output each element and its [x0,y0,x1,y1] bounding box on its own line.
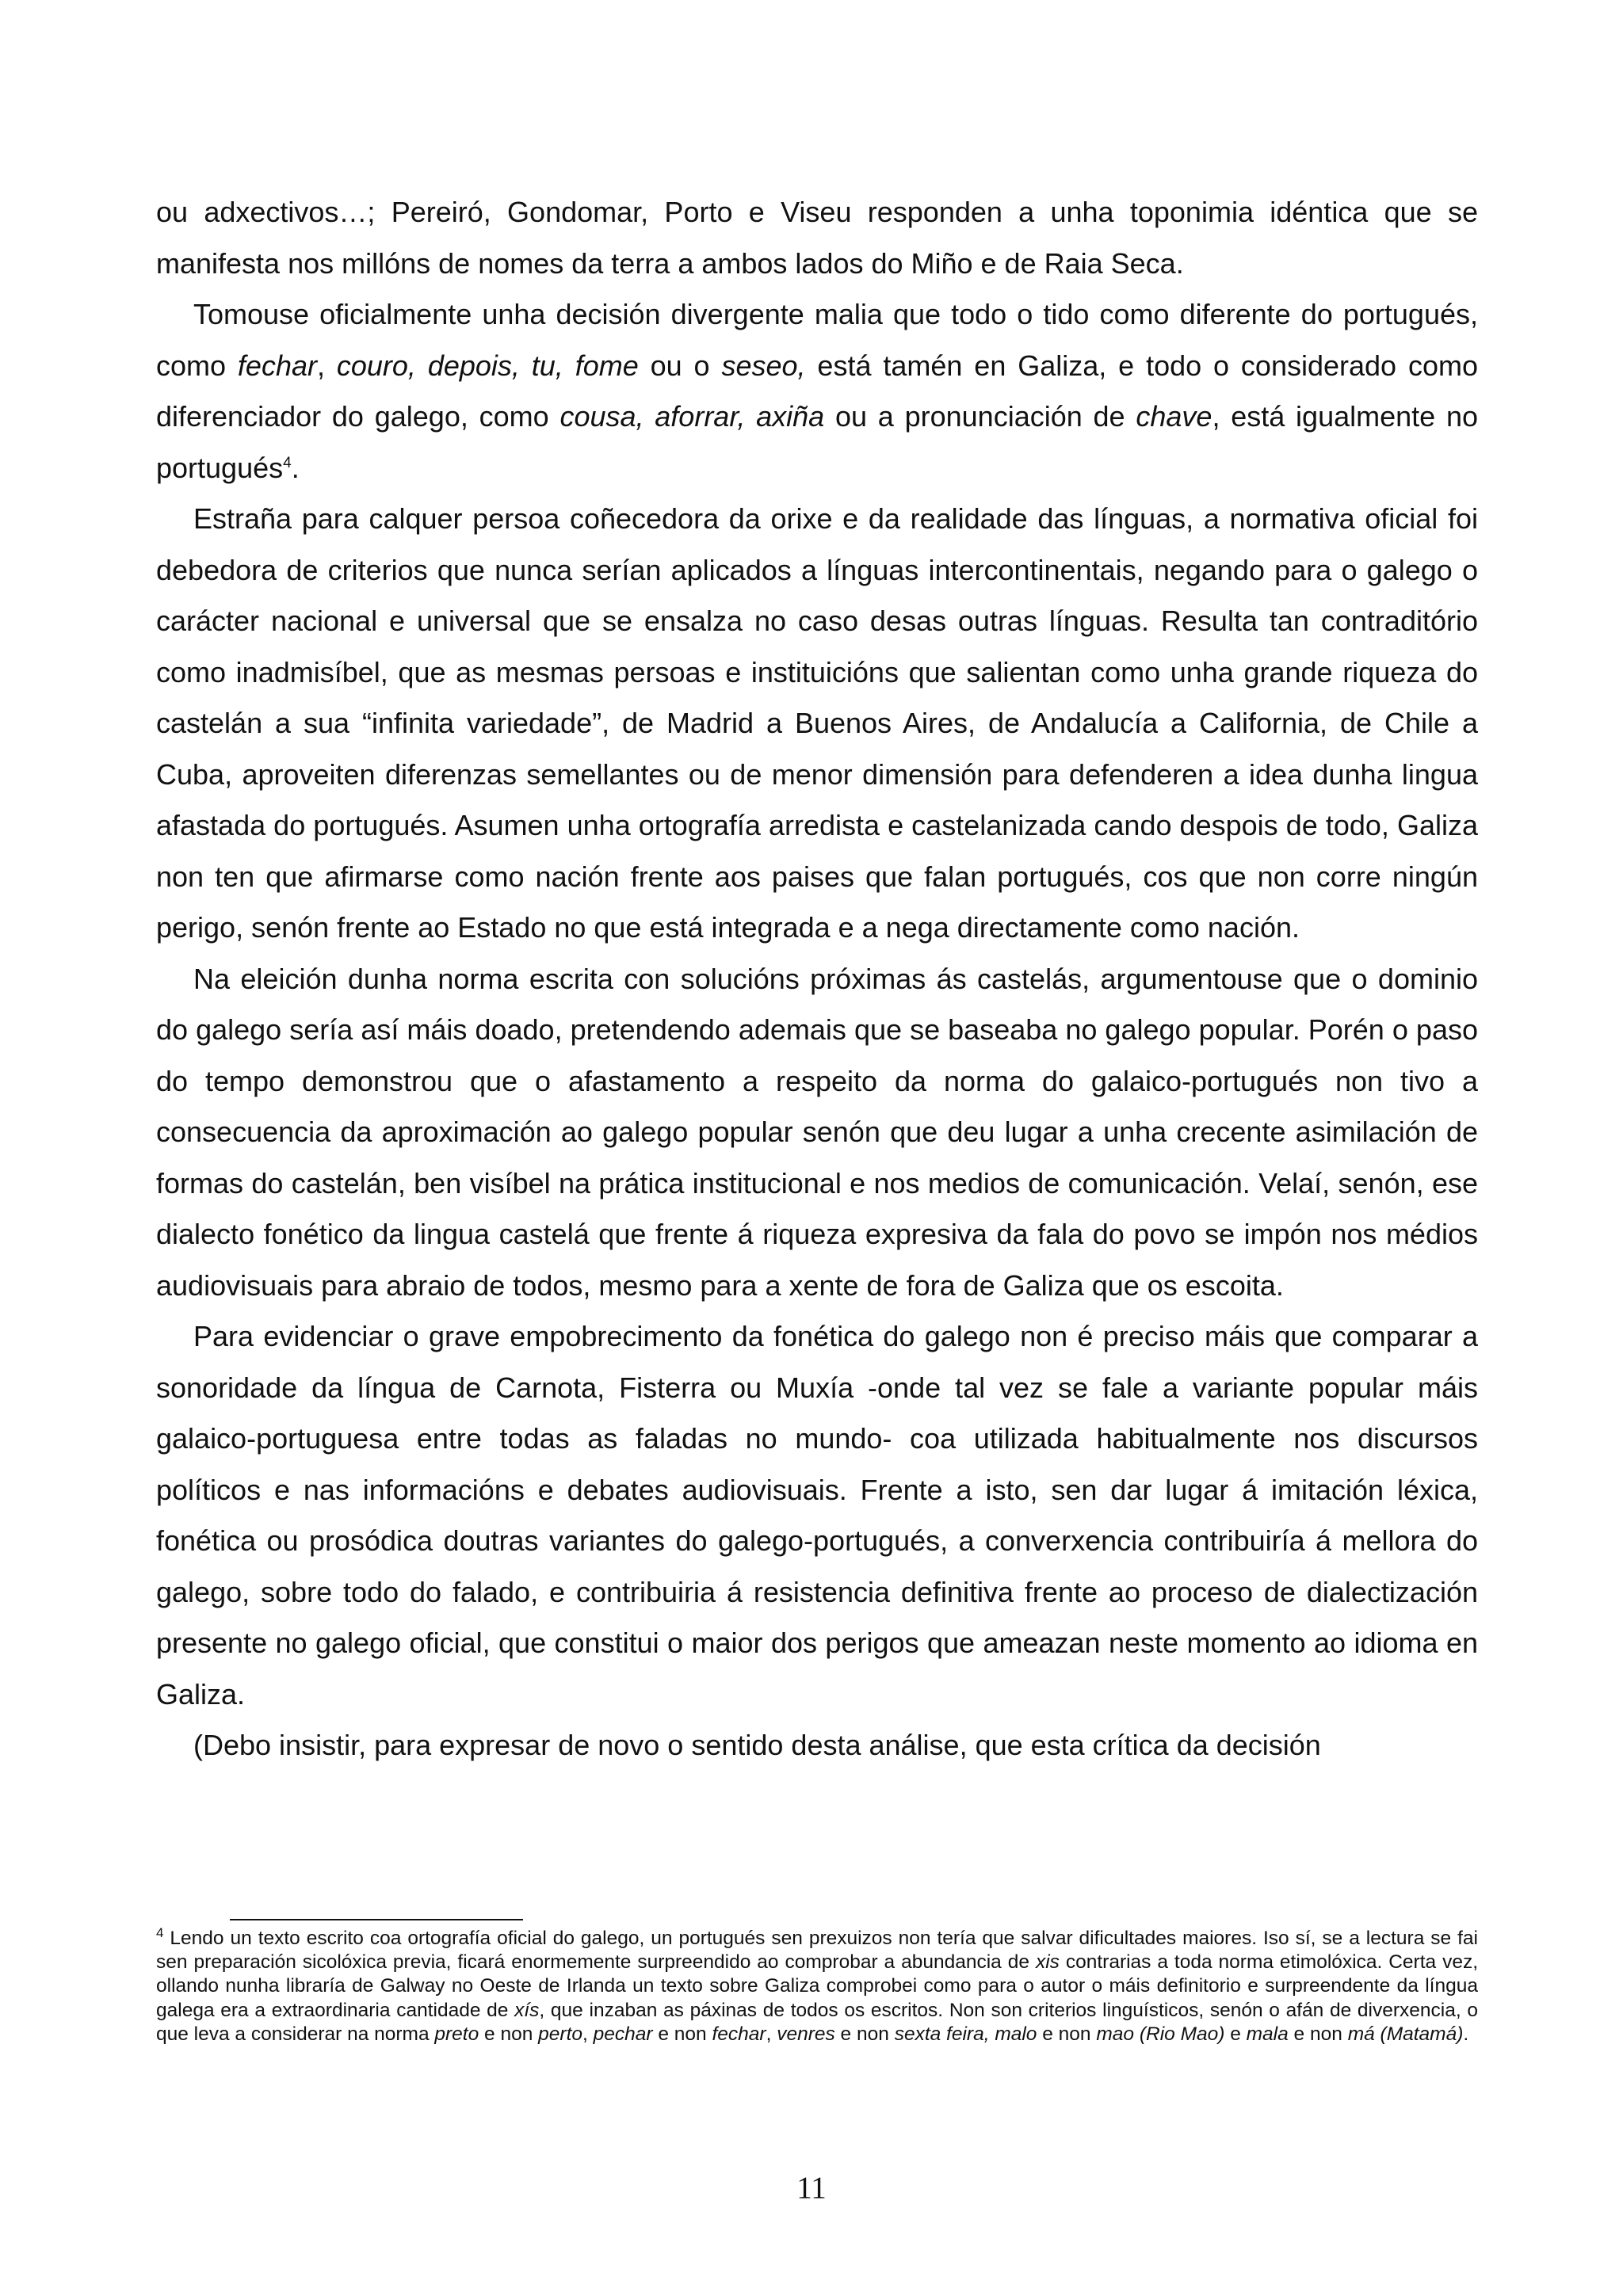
text-run: , [766,2023,777,2045]
text-run: Tomouse oficialmente unha decisión divergente malia que todo o tido como diferente do portugués, como [156,298,1478,382]
text-run: Estraña para calquer persoa coñecedora da orixe e da realidade das línguas, a normativa oficial foi debedora de criterios que nunca serían aplicados a línguas intercontinentais, negando para o galego o carácter nacional e universal que se ensalza no caso desas outras línguas. Resulta tan contraditório como inadmisíbel, que as mesmas persoas e instituicións que salientan como unha grande riqueza do castelán a sua “infinita variedade”, de Madrid a Buenos Aires, de Andalucía a California, de Chile a Cuba, aproveiten diferenzas semellantes ou de menor dimensión para defenderen a idea dunha lingua afastada do portugués. Asumen unha ortografía arredista e castelanizada cando despois de todo, Galiza non ten que afirmarse como nación frente aos paises que falan portugués, cos que non corre ningún perigo, senón frente ao Estado no que está integrada e a nega directamente como nación. [156,502,1478,944]
text-run: ou adxectivos…; Pereiró, Gondomar, Porto e Viseu responden a unha toponimia idéntica que se manifesta nos millóns de nomes da terra a ambos lados do Miño e de Raia Seca. [156,196,1478,280]
footnote [156,1924,1479,2046]
italic-term: seseo, [721,349,806,382]
body-paragraph [156,494,1478,954]
text-run: , [316,349,337,382]
text-run: e non [652,2023,712,2045]
italic-term: fechar [712,2023,766,2045]
text-run: ou a pronunciación de [824,400,1136,433]
italic-term: fechar [237,349,317,382]
italic-term: preto [434,2023,479,2045]
footnote-text [156,1924,1479,2046]
italic-term: xís [514,1999,540,2021]
text-run: e non [834,2023,895,2045]
italic-term: pechar [593,2023,653,2045]
italic-term: venres [777,2023,835,2045]
body-paragraph [156,289,1478,494]
page-number: 11 [796,2171,827,2205]
text-run: , [582,2023,594,2045]
italic-term: sexta feira, malo [894,2023,1037,2045]
text-run: e non [1288,2023,1348,2045]
body-text [156,187,1478,1772]
italic-term: má (Matamá) [1347,2023,1464,2045]
text-run: contrarias a toda norma etimolóxica. Certa vez, ollando nunha libraría de Galway no Oeste de Irlanda un texto sobre Galiza comprobei como para o autor o máis definitorio e surpreendente da língua galega era a extraordinaria cantidade de [156,1951,1479,2021]
body-paragraph [156,1311,1478,1720]
text-run: (Debo insistir, para expresar de novo o sentido desta análise, que esta crítica da decisión [193,1729,1321,1761]
italic-term: xis [1035,1951,1060,1974]
italic-term: perto [538,2023,582,2045]
text-run: , que inzaban as páxinas de todos os escritos. Non son criterios linguísticos, senón o afán de diverxencia, o que leva a considerar na norma [156,1999,1478,2045]
italic-term: chave [1136,400,1212,433]
text-run: . [291,451,300,484]
text-run: está tamén en Galiza, e todo o considerado como diferenciador do galego, como [156,349,1478,433]
body-paragraph [156,954,1478,1312]
body-paragraph [156,187,1478,289]
italic-term: cousa, aforrar, axiña [559,400,825,433]
text-run: e non [479,2023,539,2045]
text-run: . [1463,2023,1469,2045]
footnote-separator [230,1919,523,1920]
body-paragraph [156,1720,1478,1772]
footnote-marker: 4 [156,1924,164,1940]
text-run: ou o [638,349,722,382]
text-run: Para evidenciar o grave empobrecimento da fonética do galego non é preciso máis que comparar a sonoridade da língua de Carnota, Fisterra ou Muxía -onde tal vez se fale a variante popular máis galaico-portuguesa entre todas as faladas no mundo- coa utilizada habitualmente nos discursos políticos e nas informacións e debates audiovisuais. Frente a isto, sen dar lugar á imitación léxica, fonética ou prosódica doutras variantes do galego-portugués, a converxencia contribuiría á mellora do galego, sobre todo do falado, e contribuiria á resistencia definitiva frente ao proceso de dialectización presente no galego oficial, que constitui o maior dos perigos que ameazan neste momento ao idioma en Galiza. [156,1320,1478,1711]
footnote-marker: 4 [283,454,292,471]
italic-term: mala [1246,2023,1289,2045]
text-run: e non [1037,2023,1097,2045]
text-run: Na eleición dunha norma escrita con solucións próximas ás castelás, argumentouse que o dominio do galego sería así máis doado, pretendendo ademais que se baseaba no galego popular. Porén o paso do tempo demonstrou que o afastamento a respeito da norma do galaico-portugués non tivo a consecuencia da aproximación ao galego popular senón que deu lugar a unha crecente asimilación de formas do castelán, ben visíbel na prática institucional e nos medios de comunicación. Velaí, senón, ese dialecto fonético da lingua castelá que frente á riqueza expresiva da fala do povo se impón nos médios audiovisuais para abraio de todos, mesmo para a xente de fora de Galiza que os escoita. [156,962,1478,1302]
text-run: Lendo un texto escrito coa ortografía oficial do galego, un portugués sen prexuizos non tería que salvar dificultades maiores. Iso sí, se a lectura se fai sen preparación sicolóxica previa, ficará enormemente surpreendido ao comprobar a abundancia de [156,1928,1478,1974]
text-run: e [1224,2023,1247,2045]
italic-term: mao (Rio Mao) [1096,2023,1225,2045]
italic-term: couro, depois, tu, fome [336,349,639,382]
text-run: , está igualmente no portugués [156,400,1478,484]
